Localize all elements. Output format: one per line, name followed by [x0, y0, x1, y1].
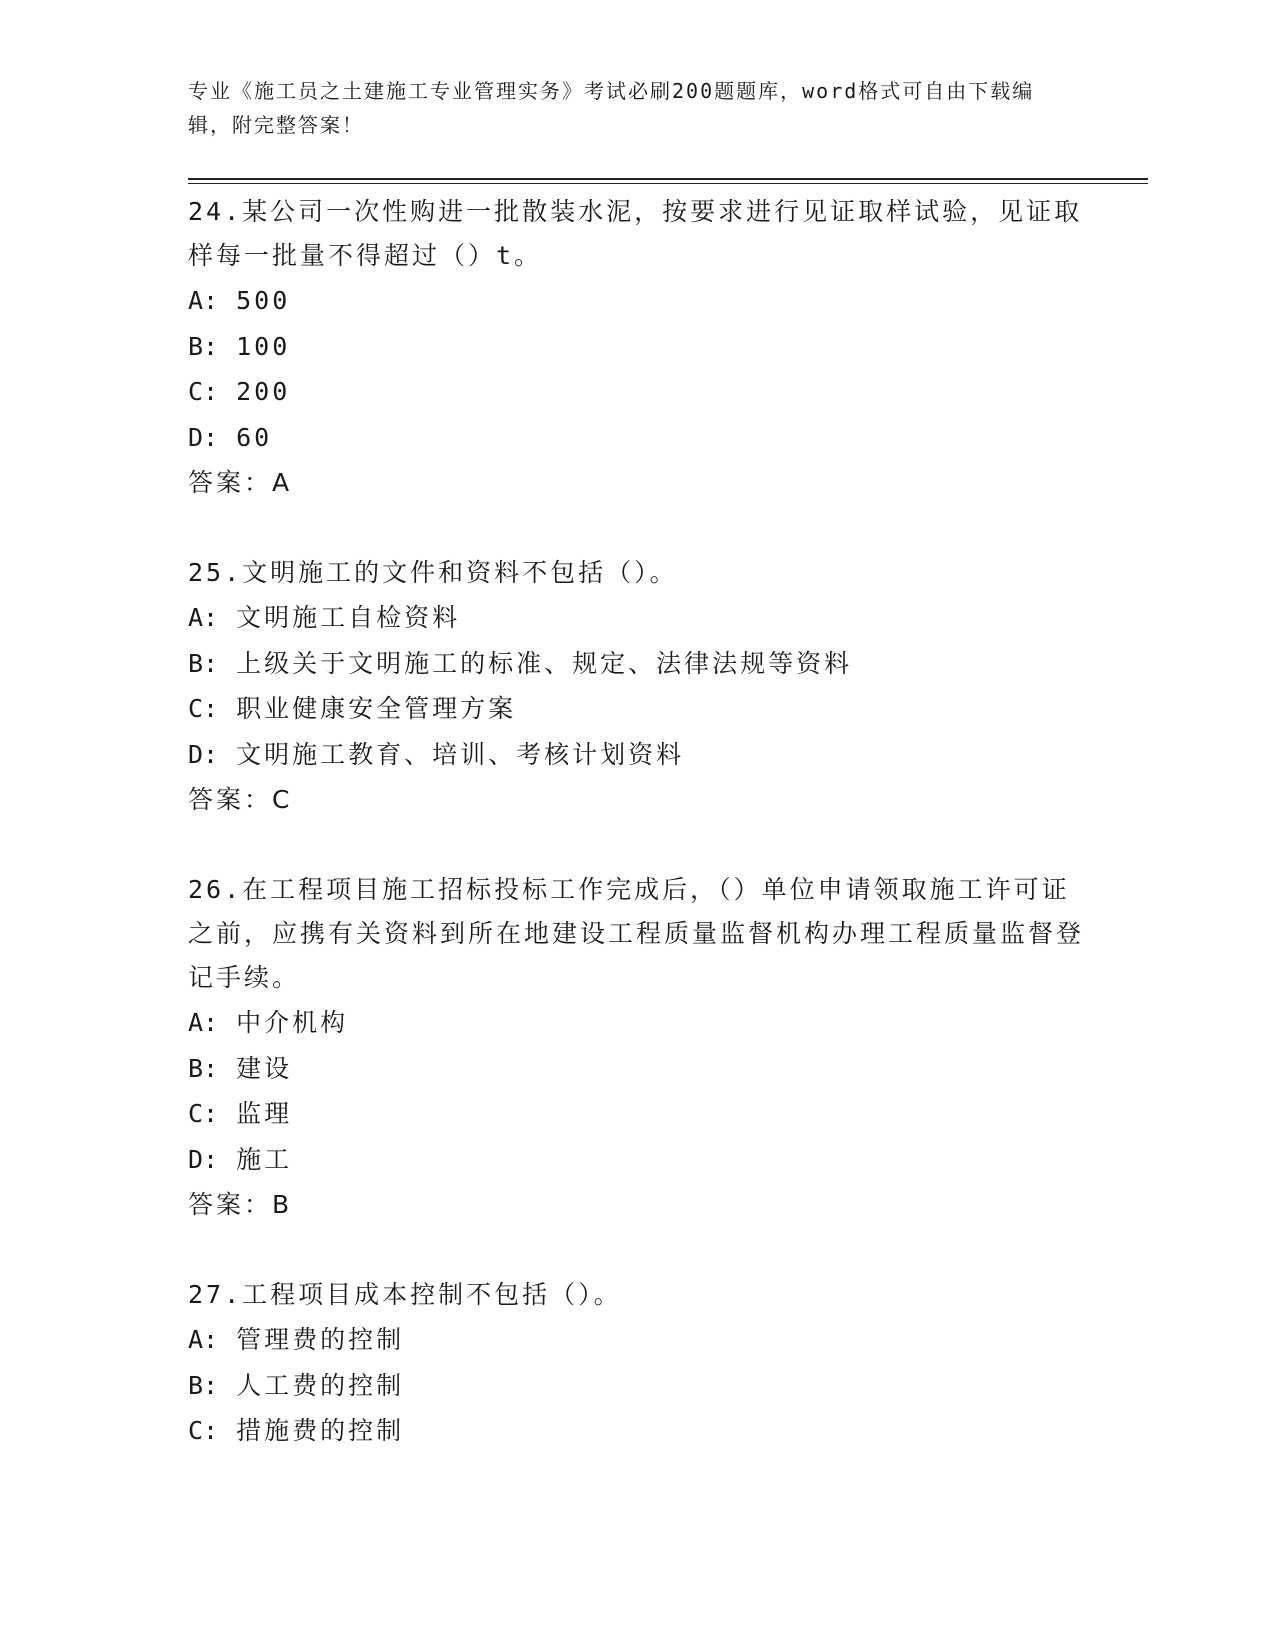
- question-number: 27.: [188, 1280, 243, 1309]
- question-text: [188, 551, 1088, 595]
- option-letter: D:: [188, 1144, 219, 1174]
- option-c: [188, 1091, 1088, 1137]
- question-number: 25.: [188, 558, 243, 587]
- header-divider: [188, 178, 1148, 180]
- option-text: 60: [236, 422, 273, 452]
- option-b: [188, 641, 1088, 687]
- option-b: [188, 1046, 1088, 1092]
- option-a: [188, 1000, 1088, 1046]
- option-text: 上级关于文明施工的标准、规定、法律法规等资料: [236, 648, 853, 678]
- option-text: 人工费的控制: [236, 1370, 405, 1400]
- option-letter: D:: [188, 739, 219, 769]
- document-header: [188, 74, 1068, 142]
- question-number: 26.: [188, 875, 243, 904]
- option-letter: A:: [188, 603, 219, 632]
- option-text: 施工: [236, 1144, 293, 1174]
- option-letter: C:: [188, 1416, 219, 1445]
- option-letter: A:: [188, 1008, 219, 1037]
- option-letter: B:: [188, 331, 219, 361]
- header-text: 专业《施工员之土建施工专业管理实务》考试必刷200题题库，word格式可自由下载编辑，附完整答案！: [188, 79, 1035, 137]
- question-24: [188, 190, 1088, 505]
- option-a: [188, 595, 1088, 641]
- question-stem: 某公司一次性购进一批散装水泥，按要求进行见证取样试验，见证取样每一批量不得超过（）t。: [188, 197, 1083, 270]
- question-26: [188, 868, 1088, 1227]
- question-text: [188, 1273, 1088, 1317]
- option-letter: C:: [188, 377, 219, 406]
- option-text: 管理费的控制: [236, 1325, 405, 1354]
- option-d: [188, 415, 1088, 461]
- question-stem: 在工程项目施工招标投标工作完成后，（）单位申请领取施工许可证之前，应携有关资料到所在地建设工程质量监督机构办理工程质量监督登记手续。: [188, 875, 1085, 992]
- option-letter: C:: [188, 1099, 219, 1128]
- option-a: [188, 278, 1088, 324]
- option-c: [188, 1408, 1088, 1454]
- option-b: [188, 1363, 1088, 1409]
- question-list: [188, 190, 1088, 1500]
- option-text: 建设: [236, 1053, 293, 1083]
- option-text: 监理: [236, 1099, 293, 1128]
- option-text: 200: [236, 377, 291, 406]
- question-27: [188, 1273, 1088, 1454]
- answer-line: 答案：A: [188, 468, 293, 497]
- option-text: 措施费的控制: [236, 1416, 405, 1445]
- answer-line: 答案：C: [188, 785, 293, 814]
- option-letter: B:: [188, 1370, 219, 1400]
- question-25: [188, 551, 1088, 822]
- question-text: [188, 868, 1088, 1000]
- option-d: [188, 732, 1088, 778]
- option-text: 中介机构: [236, 1008, 349, 1037]
- option-text: 100: [236, 331, 291, 361]
- header-divider-thin: [188, 183, 1148, 184]
- option-text: 文明施工自检资料: [236, 603, 461, 632]
- question-stem: 文明施工的文件和资料不包括（）。: [242, 558, 678, 587]
- option-c: [188, 686, 1088, 732]
- option-a: [188, 1317, 1088, 1363]
- question-stem: 工程项目成本控制不包括（）。: [242, 1280, 622, 1309]
- option-b: [188, 324, 1088, 370]
- question-number: 24.: [188, 197, 243, 226]
- option-letter: B:: [188, 1053, 219, 1083]
- answer-line: 答案：B: [188, 1190, 293, 1219]
- option-letter: B:: [188, 648, 219, 678]
- option-c: [188, 369, 1088, 415]
- option-letter: A:: [188, 1325, 219, 1354]
- option-letter: C:: [188, 694, 219, 723]
- option-text: 500: [236, 286, 291, 315]
- option-text: 职业健康安全管理方案: [236, 694, 517, 723]
- option-letter: D:: [188, 422, 219, 452]
- option-letter: A:: [188, 286, 219, 315]
- question-text: [188, 190, 1088, 278]
- option-text: 文明施工教育、培训、考核计划资料: [236, 739, 685, 769]
- option-d: [188, 1137, 1088, 1183]
